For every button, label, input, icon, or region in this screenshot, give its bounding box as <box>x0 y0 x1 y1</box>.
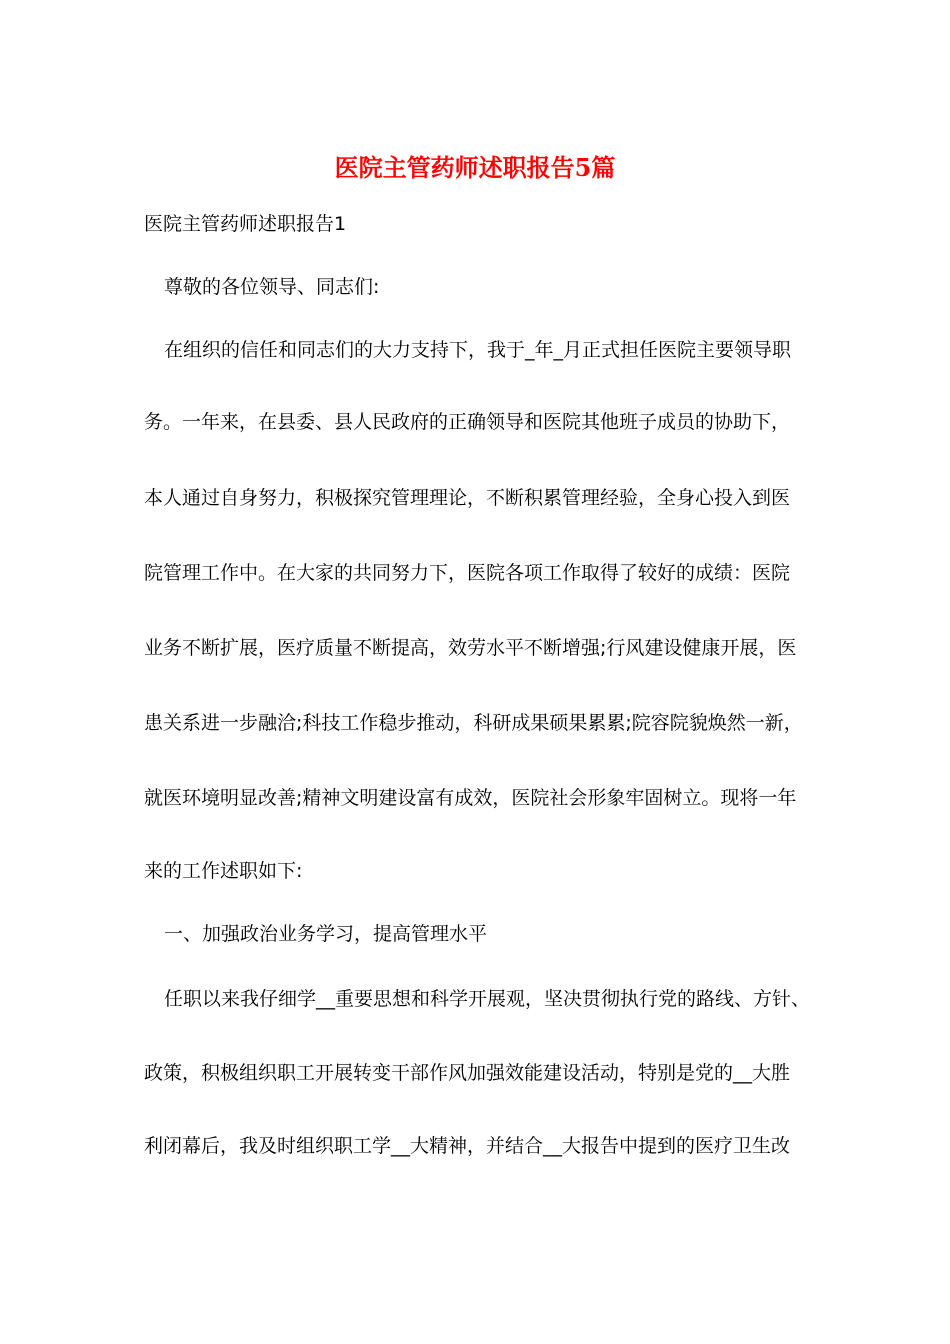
report-subtitle: 医院主管药师述职报告1 <box>144 213 347 235</box>
paragraph-line: 患关系进一步融洽;科技工作稳步推动，科研成果硕果累累;院容院貌焕然一新， <box>144 712 803 734</box>
paragraph-line: 就医环境明显改善;精神文明建设富有成效，医院社会形象牢固树立。现将一年 <box>144 787 797 809</box>
paragraph-line: 院管理工作中。在大家的共同努力下，医院各项工作取得了较好的成绩：医院 <box>144 562 791 584</box>
paragraph-line: 利闭幕后，我及时组织职工学__大精神，并结合__大报告中提到的医疗卫生改 <box>144 1135 791 1157</box>
paragraph-line: 任职以来我仔细学__重要思想和科学开展观，坚决贯彻执行党的路线、方针、 <box>164 988 811 1010</box>
section-heading: 一、加强政治业务学习，提高管理水平 <box>164 923 488 945</box>
salutation: 尊敬的各位领导、同志们: <box>164 276 380 298</box>
paragraph-line: 务。一年来，在县委、县人民政府的正确领导和医院其他班子成员的协助下， <box>144 411 791 433</box>
paragraph-line: 业务不断扩展，医疗质量不断提高，效劳水平不断增强;行风建设健康开展，医 <box>144 637 797 659</box>
paragraph-line: 本人通过自身努力，积极探究管理理论，不断积累管理经验，全身心投入到医 <box>144 487 791 509</box>
paragraph-line: 来的工作述职如下: <box>144 860 303 882</box>
paragraph-line: 在组织的信任和同志们的大力支持下，我于_年_月正式担任医院主要领导职 <box>164 339 792 361</box>
paragraph-line: 政策，积极组织职工开展转变干部作风加强效能建设活动，特别是党的__大胜 <box>144 1062 791 1084</box>
document-title: 医院主管药师述职报告5篇 <box>334 153 616 182</box>
